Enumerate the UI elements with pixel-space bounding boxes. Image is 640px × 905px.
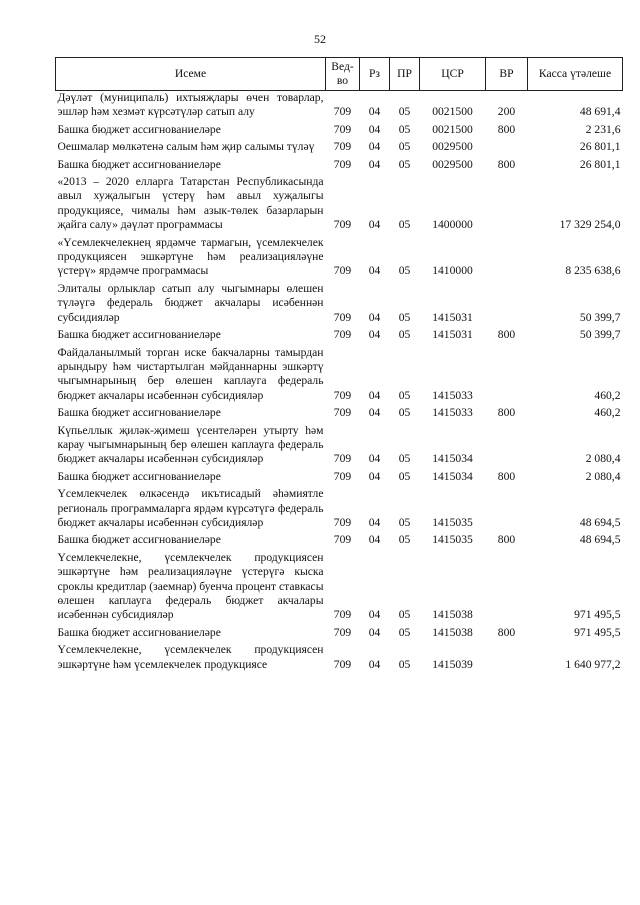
row-vr: 800	[497, 122, 516, 136]
row-pr: 05	[398, 608, 411, 622]
row-vr: 800	[497, 625, 516, 639]
row-ved: 709	[333, 157, 352, 171]
row-csr: 1415038	[432, 625, 473, 639]
row-name: Башка бюджет ассигнованиеләре	[57, 328, 221, 342]
row-name: Үсемлекчелекне, үсемлекчелек продукциясен эшкәртүне һәм үсемлекчелек продукциясе	[57, 643, 324, 671]
row-csr: 0029500	[432, 157, 473, 171]
row-pr: 05	[398, 310, 411, 324]
row-csr: 1415031	[432, 310, 473, 324]
row-rz: 04	[368, 310, 381, 324]
row-pr: 05	[398, 625, 411, 639]
row-pr: 05	[398, 406, 411, 420]
row-ved: 709	[333, 452, 352, 466]
row-pr: 05	[398, 533, 411, 547]
row-csr: 1415031	[432, 328, 473, 342]
row-vr	[486, 487, 528, 533]
row-vr: 800	[497, 533, 516, 547]
table-row	[56, 643, 623, 675]
table-row	[56, 406, 623, 423]
row-name: «Үсемлекчелекнең ярдәмче тармагын, үсемлекчелек продукциясен эшкәртүне һәм реализацияләүне үстерү» ярдәмче программасы	[57, 235, 324, 278]
row-amount: 48 694,5	[579, 533, 621, 547]
table-row	[56, 282, 623, 328]
header-ved: Вед-во	[326, 58, 360, 91]
table-row	[56, 91, 623, 123]
row-amount: 17 329 254,0	[559, 218, 621, 232]
row-pr: 05	[398, 657, 411, 671]
table-row	[56, 328, 623, 345]
row-amount: 26 801,1	[579, 140, 621, 154]
row-name: Күпьеллык җиләк-җимеш үсентеләрен утырту һәм карау чыгымнарының бер өлешен каплауга федераль бюджет акчалары исәбеннән субсидияләр	[57, 423, 324, 466]
row-vr: 800	[497, 406, 516, 420]
table-row	[56, 533, 623, 550]
row-rz: 04	[368, 140, 381, 154]
row-rz: 04	[368, 469, 381, 483]
row-vr: 800	[497, 328, 516, 342]
row-amount: 48 691,4	[579, 105, 621, 119]
row-pr: 05	[398, 328, 411, 342]
row-rz: 04	[368, 328, 381, 342]
row-amount: 8 235 638,6	[565, 264, 621, 278]
row-csr: 0021500	[432, 105, 473, 119]
page-number: 52	[314, 32, 326, 46]
row-pr: 05	[398, 218, 411, 232]
row-name: Үсемлекчелек өлкәсендә икътисадый әһәмиятле региональ программаларга ярдәм күрсәтүгә федераль бюджет акчалары исәбеннән субсидияләр	[57, 487, 324, 529]
row-vr	[486, 346, 528, 407]
row-csr: 1410000	[432, 264, 473, 278]
row-ved: 709	[333, 469, 352, 483]
row-amount: 48 694,5	[579, 515, 621, 529]
row-csr: 1415035	[432, 533, 473, 547]
row-csr: 1415034	[432, 469, 473, 483]
row-rz: 04	[368, 264, 381, 278]
row-pr: 05	[398, 515, 411, 529]
row-ved: 709	[333, 218, 352, 232]
row-name: Башка бюджет ассигнованиеләре	[57, 406, 221, 420]
row-csr: 1415034	[432, 452, 473, 466]
row-amount: 460,2	[594, 388, 621, 402]
row-ved: 709	[333, 140, 352, 154]
row-name: Башка бюджет ассигнованиеләре	[57, 469, 221, 483]
table-row	[56, 551, 623, 626]
row-vr	[486, 551, 528, 626]
row-amount: 1 640 977,2	[565, 657, 621, 671]
row-ved: 709	[333, 657, 352, 671]
row-vr: 800	[497, 469, 516, 483]
budget-table	[55, 57, 623, 675]
row-rz: 04	[368, 122, 381, 136]
table-row	[56, 140, 623, 157]
row-pr: 05	[398, 122, 411, 136]
row-pr: 05	[398, 452, 411, 466]
row-amount: 971 495,5	[574, 625, 621, 639]
row-vr	[486, 140, 528, 157]
row-ved: 709	[333, 625, 352, 639]
row-name: Оешмалар мөлкәтенә салым һәм җир салымы түләү	[57, 140, 315, 154]
row-rz: 04	[368, 406, 381, 420]
row-name: Башка бюджет ассигнованиеләре	[57, 122, 221, 136]
row-amount: 2 231,6	[585, 122, 621, 136]
row-name: Башка бюджет ассигнованиеләре	[57, 157, 221, 171]
row-vr	[486, 175, 528, 236]
row-csr: 1415038	[432, 608, 473, 622]
row-vr	[486, 424, 528, 470]
header-name: Исеме	[56, 58, 326, 91]
row-amount: 26 801,1	[579, 157, 621, 171]
row-ved: 709	[333, 406, 352, 420]
row-ved: 709	[333, 388, 352, 402]
table-row	[56, 175, 623, 236]
row-rz: 04	[368, 157, 381, 171]
table-row	[56, 236, 623, 282]
table-row	[56, 123, 623, 140]
table-row	[56, 158, 623, 175]
row-name: Элиталы орлыклар сатып алу чыгымнары өлешен түләүгә федераль бюджет акчалары исәбеннән субсидияләр	[57, 281, 324, 324]
row-rz: 04	[368, 388, 381, 402]
header-csr: ЦСР	[420, 58, 486, 91]
row-name: Үсемлекчелекне, үсемлекчелек продукциясен эшкәртүне һәм реализацияләүне үстерүгә кыска сроклы кредитлар (заемнар) буенча процент ставкасы өлешен каплауга федераль бюджет акчалары исәбеннән субсидияләр	[57, 550, 324, 622]
row-pr: 05	[398, 264, 411, 278]
row-csr: 0029500	[432, 140, 473, 154]
row-rz: 04	[368, 515, 381, 529]
row-csr: 1400000	[432, 218, 473, 232]
row-vr	[486, 643, 528, 675]
row-vr	[486, 282, 528, 328]
header-kassa: Касса үтәлеше	[528, 58, 623, 91]
row-csr: 0021500	[432, 122, 473, 136]
table-row	[56, 424, 623, 470]
row-csr: 1415033	[432, 406, 473, 420]
row-rz: 04	[368, 452, 381, 466]
row-rz: 04	[368, 218, 381, 232]
row-csr: 1415035	[432, 515, 473, 529]
row-pr: 05	[398, 388, 411, 402]
row-ved: 709	[333, 310, 352, 324]
row-csr: 1415039	[432, 657, 473, 671]
row-ved: 709	[333, 105, 352, 119]
row-name: Дәүләт (муниципаль) ихтыяҗлары өчен товарлар, эшләр һәм хезмәт күрсәтүләр сатып алу	[57, 91, 324, 119]
row-pr: 05	[398, 469, 411, 483]
row-ved: 709	[333, 515, 352, 529]
row-ved: 709	[333, 122, 352, 136]
row-name: «2013 – 2020 елларга Татарстан Республикасында авыл хуҗалыгын үстерү һәм авыл хуҗалыгы продукциясе, чималы һәм азык-төлек базарларын җайга салу» дәүләт программасы	[57, 175, 324, 232]
row-name: Башка бюджет ассигнованиеләре	[57, 533, 221, 547]
row-ved: 709	[333, 533, 352, 547]
row-rz: 04	[368, 608, 381, 622]
row-rz: 04	[368, 657, 381, 671]
table-row	[56, 470, 623, 487]
row-csr: 1415033	[432, 388, 473, 402]
header-rz: Рз	[360, 58, 390, 91]
row-amount: 460,2	[594, 406, 621, 420]
row-pr: 05	[398, 105, 411, 119]
row-rz: 04	[368, 105, 381, 119]
row-ved: 709	[333, 328, 352, 342]
header-pr: ПР	[390, 58, 420, 91]
row-ved: 709	[333, 608, 352, 622]
row-name: Башка бюджет ассигнованиеләре	[57, 625, 221, 639]
row-rz: 04	[368, 625, 381, 639]
table-row	[56, 346, 623, 407]
row-pr: 05	[398, 140, 411, 154]
row-amount: 2 080,4	[585, 452, 621, 466]
header-vr: ВР	[486, 58, 528, 91]
row-vr: 200	[497, 105, 516, 119]
row-rz: 04	[368, 533, 381, 547]
row-amount: 2 080,4	[585, 469, 621, 483]
row-name: Файдаланылмый торган иске бакчаларны тамырдан арындыру һәм чистартылган мәйданнарны эшкәртү чыгымнарының бер өлешен каплауга федераль бюджет акчалары исәбеннән субсидияләр	[57, 345, 324, 402]
row-ved: 709	[333, 264, 352, 278]
row-amount: 971 495,5	[574, 608, 621, 622]
row-pr: 05	[398, 157, 411, 171]
row-amount: 50 399,7	[579, 328, 621, 342]
table-row	[56, 487, 623, 533]
row-vr: 800	[497, 157, 516, 171]
row-vr	[486, 236, 528, 282]
table-header-row	[56, 58, 623, 91]
row-amount: 50 399,7	[579, 310, 621, 324]
table-row	[56, 626, 623, 643]
